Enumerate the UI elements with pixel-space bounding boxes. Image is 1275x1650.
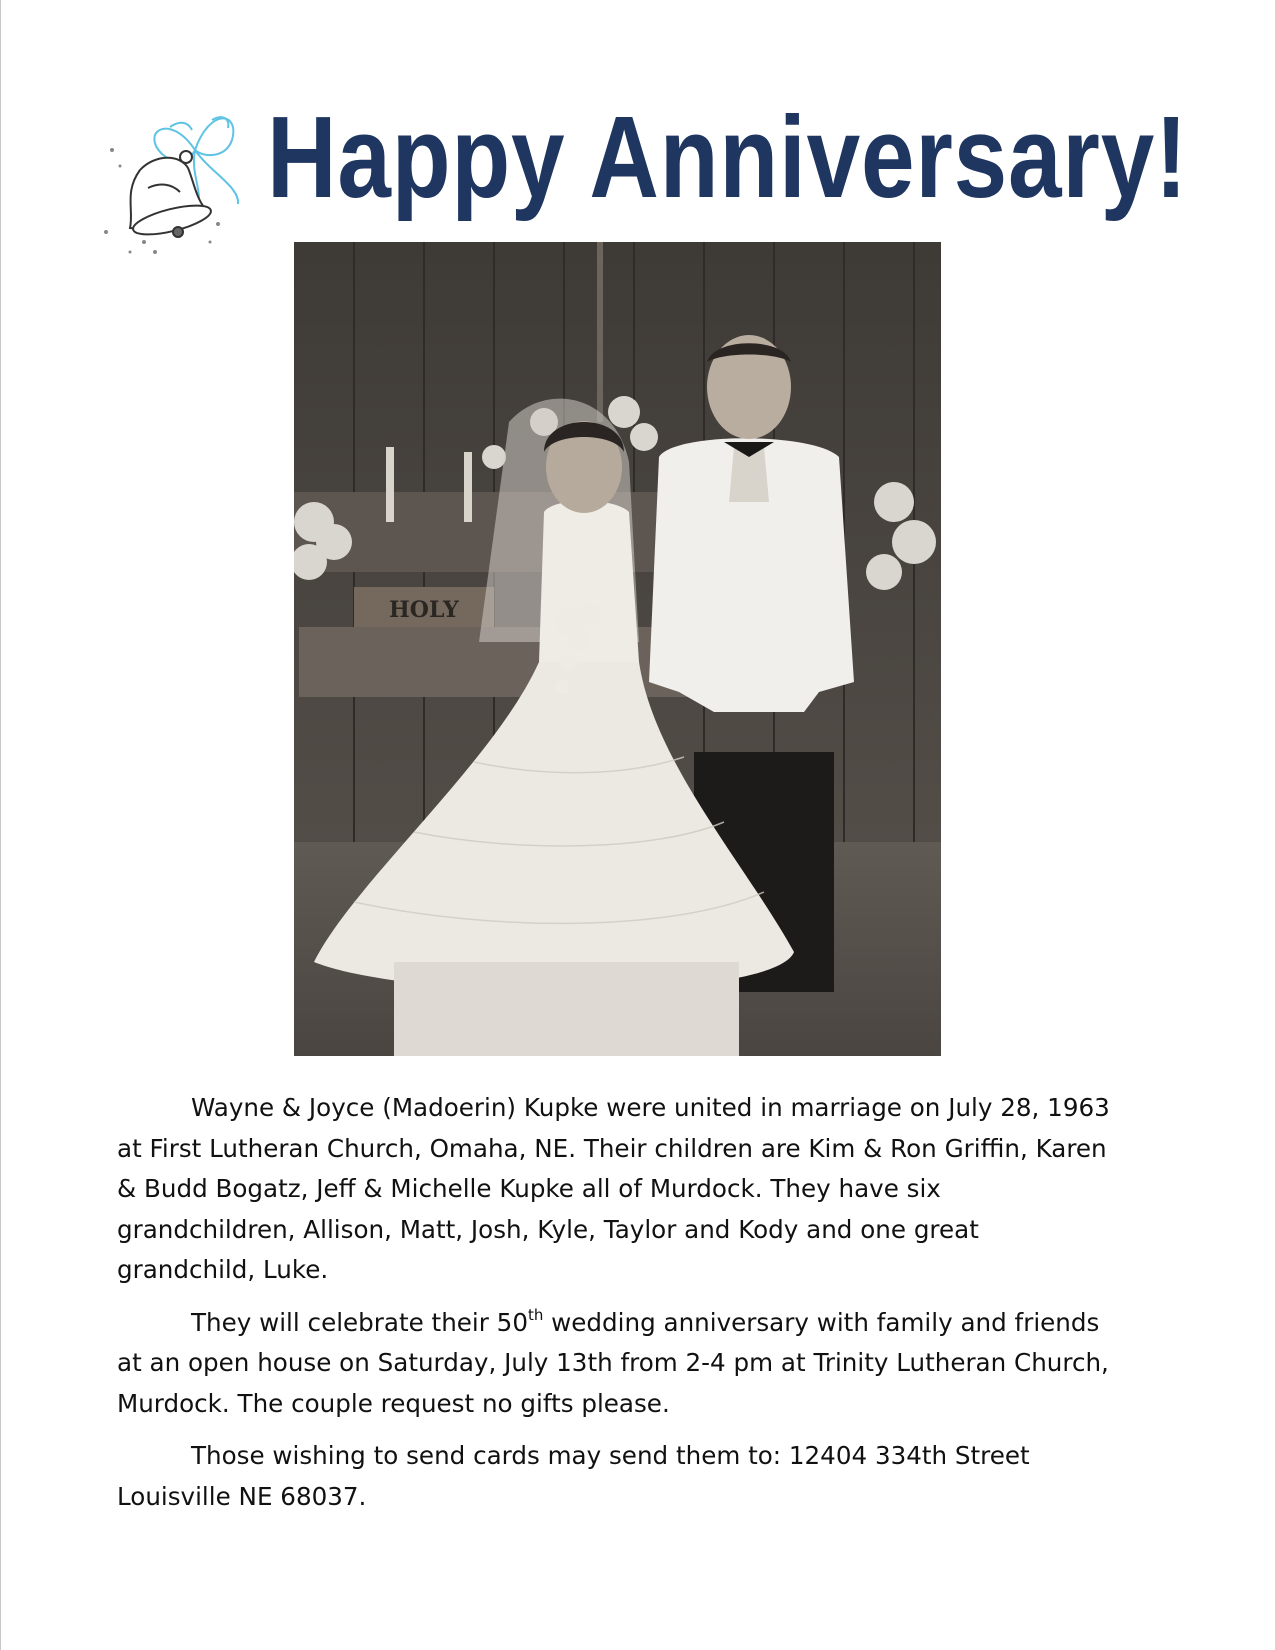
announcement-text [117, 1088, 1117, 1529]
paragraph-marriage: Wayne & Joyce (Madoerin) Kupke were united in marriage on July 28, 1963 at First Lutheran Church, Omaha, NE. Their children are Kim & Ron Griffin, Karen & Budd Bogatz, Jeff & Michelle Kupke all of Murdock. They have six grandchildren, Allison, Matt, Josh, Kyle, Taylor and Kody and one great grandchild, Luke. [117, 1093, 1110, 1284]
page-title: Happy Anniversary! [267, 92, 1189, 222]
wedding-photo [294, 242, 941, 1056]
paragraph-cards-address: Those wishing to send cards may send them to: 12404 334th Street Louisville NE 68037. [117, 1441, 1030, 1511]
paragraph-celebration: They will celebrate their 50th wedding anniversary with family and friends at an open house on Saturday, July 13th from 2-4 pm at Trinity Lutheran Church, Murdock. The couple request no gifts please. [117, 1305, 1109, 1418]
page-border [0, 0, 1, 1650]
altar-plaque: HOLY [389, 597, 459, 623]
wedding-bell-icon [100, 92, 250, 262]
